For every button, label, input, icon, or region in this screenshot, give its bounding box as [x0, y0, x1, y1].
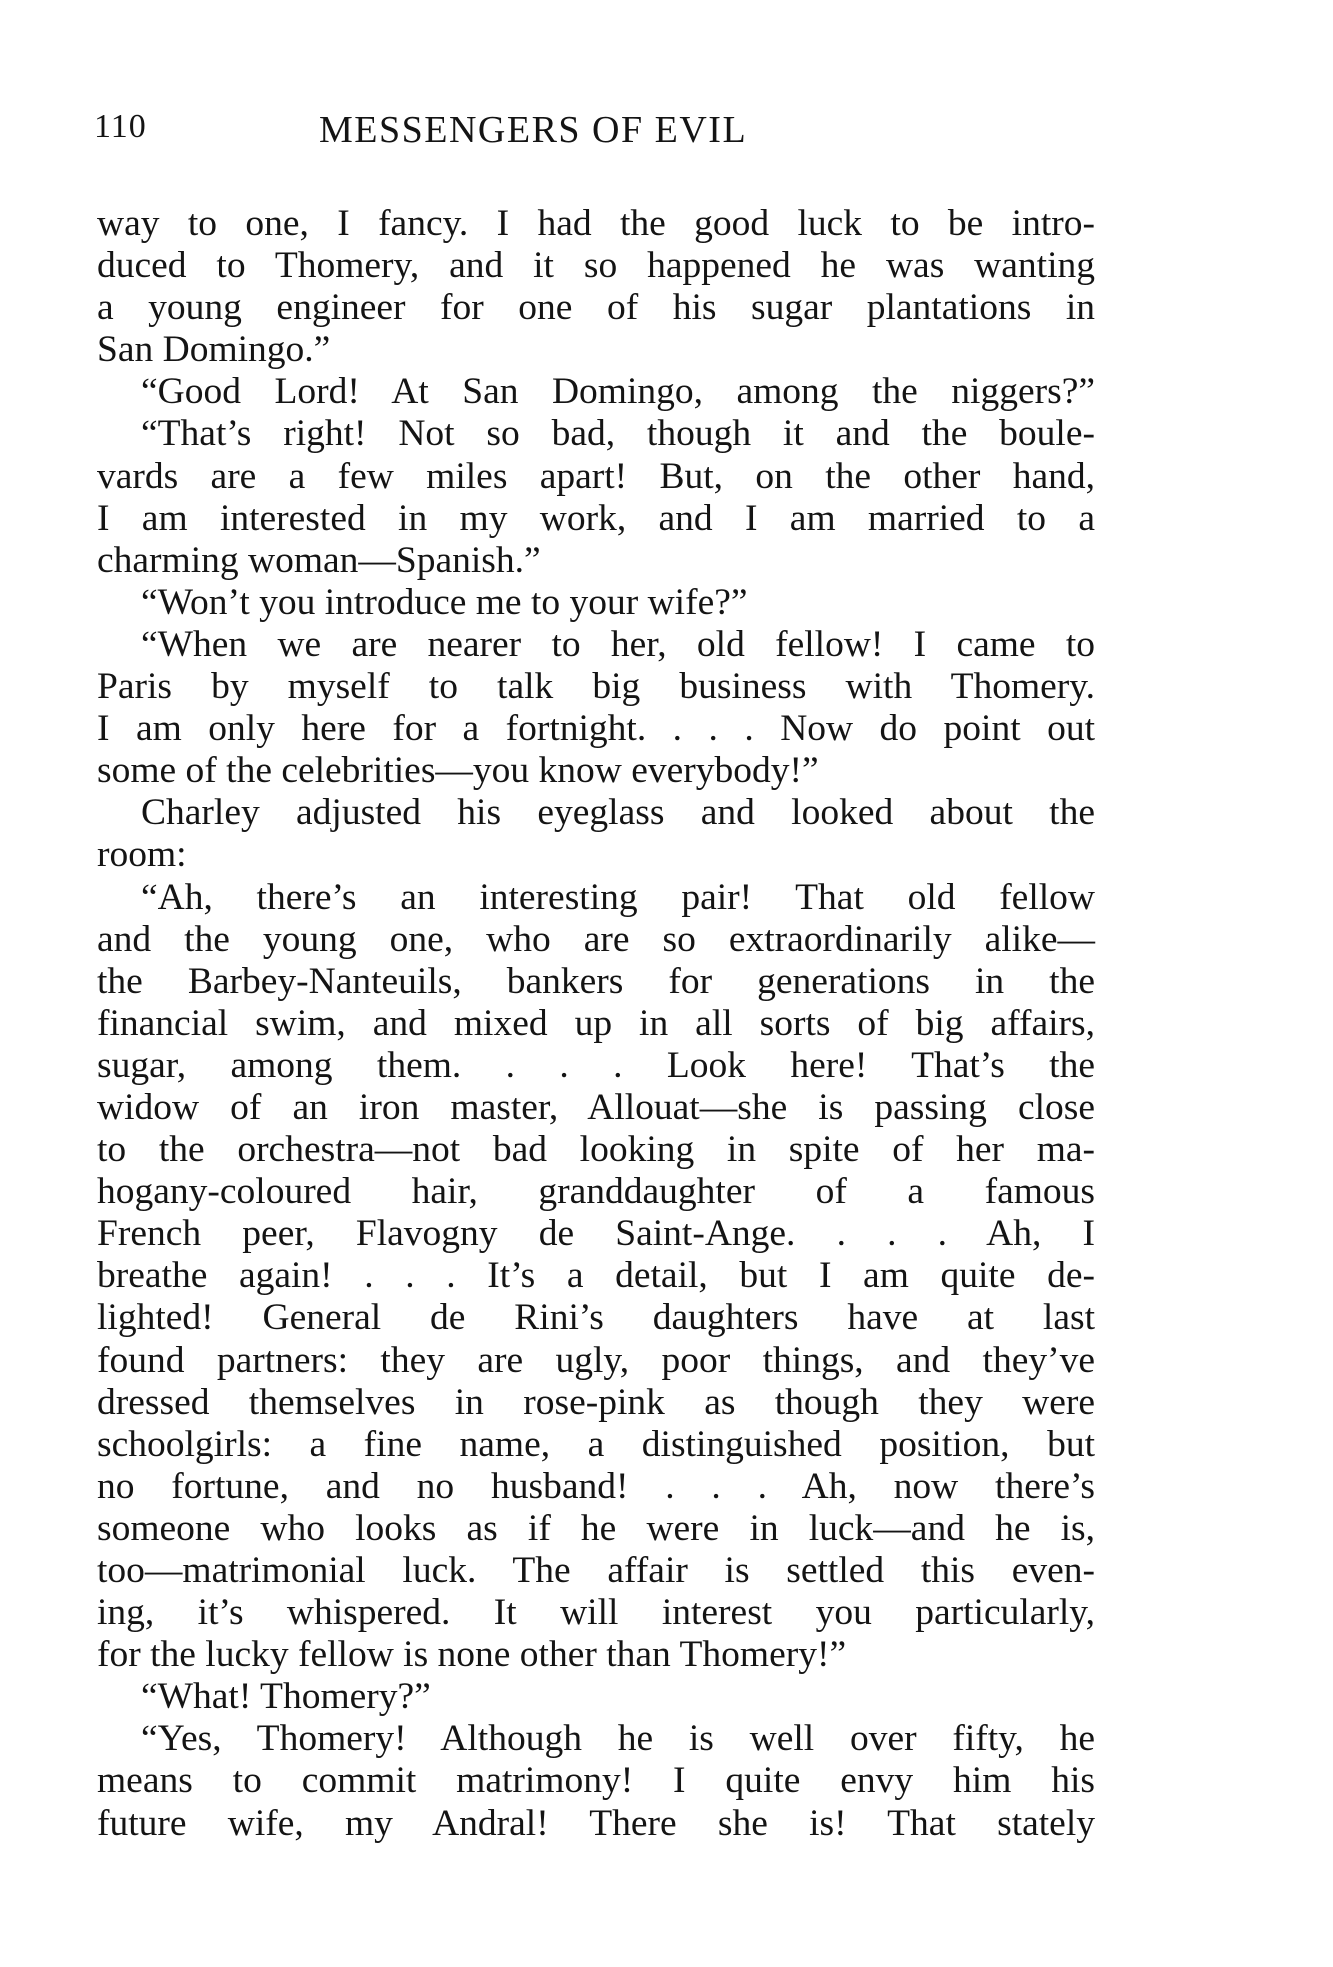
text-line: hogany-coloured hair, granddaughter of a famous — [97, 1171, 1095, 1213]
text-line: charming woman—Spanish.” — [97, 539, 541, 581]
text-line: ing, it’s whispered. It will interest you particularly, — [97, 1592, 1095, 1634]
running-title: MESSENGERS OF EVIL — [319, 109, 748, 151]
text-line: dressed themselves in rose-pink as though they were — [97, 1381, 1095, 1423]
running-head — [94, 108, 1094, 158]
text-line: too—matrimonial luck. The affair is settled this even- — [97, 1550, 1095, 1591]
body-text — [97, 203, 1095, 1845]
text-line: “When we are nearer to her, old fellow! I came to — [141, 623, 1095, 665]
text-line: to the orchestra—not bad looking in spite of her ma- — [97, 1129, 1095, 1171]
text-line: I am only here for a fortnight. . . . Now do point out — [97, 708, 1095, 750]
text-line: Charley adjusted his eyeglass and looked about the — [141, 792, 1095, 834]
text-line: “That’s right! Not so bad, though it and the boule- — [141, 413, 1095, 455]
text-line: no fortune, and no husband! . . . Ah, now there’s — [97, 1465, 1095, 1507]
text-line: vards are a few miles apart! But, on the other hand, — [97, 455, 1095, 497]
text-line: way to one, I fancy. I had the good luck to be intro- — [97, 203, 1095, 244]
text-line: Paris by myself to talk big business with Thomery. — [97, 666, 1095, 708]
text-line: sugar, among them. . . . Look here! That’s the — [97, 1044, 1095, 1086]
text-line: a young engineer for one of his sugar plantations in — [97, 287, 1095, 329]
text-line: “Ah, there’s an interesting pair! That old fellow — [141, 876, 1095, 918]
text-line: I am interested in my work, and I am married to a — [97, 497, 1095, 539]
text-line: future wife, my Andral! There she is! That stately — [97, 1802, 1095, 1844]
text-line: widow of an iron master, Allouat—she is passing close — [97, 1086, 1095, 1128]
text-line: means to commit matrimony! I quite envy him his — [97, 1760, 1095, 1802]
text-line: San Domingo.” — [97, 329, 331, 371]
text-line: and the young one, who are so extraordinarily alike— — [97, 918, 1095, 960]
text-line: “Good Lord! At San Domingo, among the niggers?” — [141, 371, 1095, 413]
text-line: “Yes, Thomery! Although he is well over fifty, he — [141, 1718, 1095, 1760]
text-line: some of the celebrities—you know everybody!” — [97, 750, 819, 792]
text-line: financial swim, and mixed up in all sorts of big affairs, — [97, 1002, 1095, 1044]
text-line: schoolgirls: a fine name, a distinguished position, but — [97, 1423, 1095, 1465]
text-line: French peer, Flavogny de Saint-Ange. . . . Ah, I — [97, 1213, 1095, 1255]
text-line: lighted! General de Rini’s daughters have at last — [97, 1297, 1095, 1339]
text-line: breathe again! . . . It’s a detail, but I am quite de- — [97, 1255, 1095, 1297]
text-line: duced to Thomery, and it so happened he was wanting — [97, 245, 1095, 287]
text-line: the Barbey-Nanteuils, bankers for generations in the — [97, 960, 1095, 1002]
text-line: “What! Thomery?” — [141, 1676, 431, 1718]
text-line: room: — [97, 834, 187, 876]
text-line: “Won’t you introduce me to your wife?” — [141, 581, 748, 623]
text-line: someone who looks as if he were in luck—and he is, — [97, 1507, 1095, 1549]
text-line: for the lucky fellow is none other than Thomery!” — [97, 1634, 847, 1676]
text-line: found partners: they are ugly, poor things, and they’ve — [97, 1339, 1095, 1381]
page-number: 110 — [94, 108, 147, 145]
